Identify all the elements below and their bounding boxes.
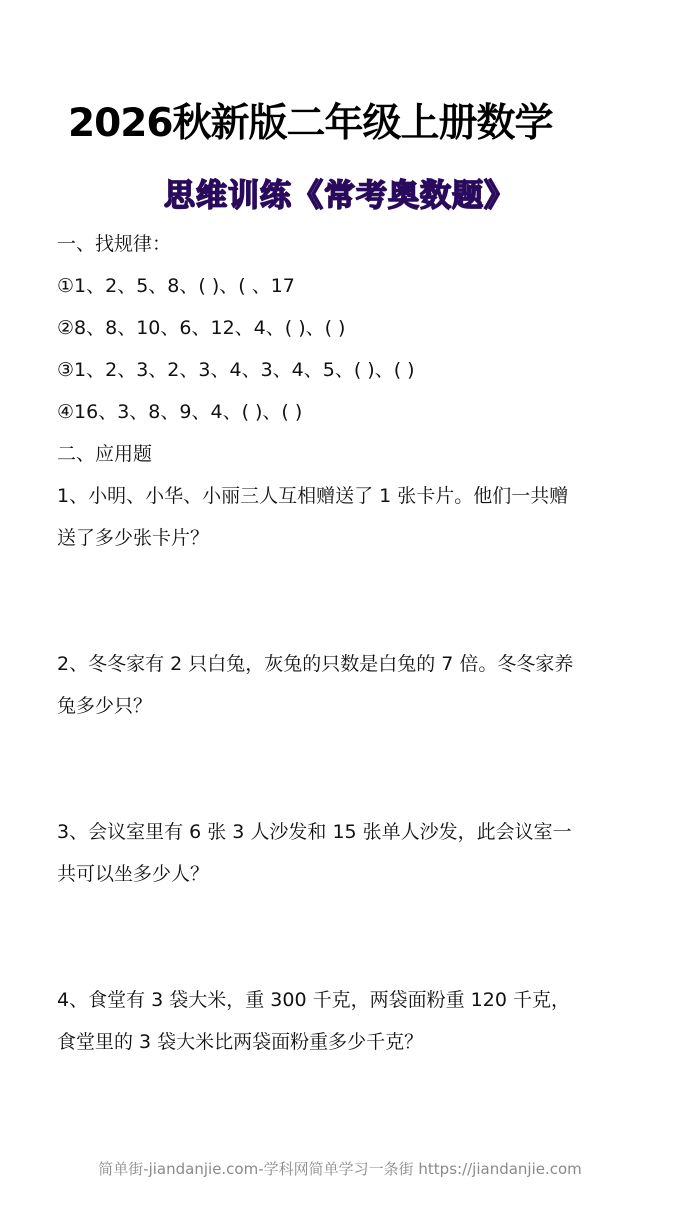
question-4-line-1: 4、食堂有 3 袋大米，重 300 千克，两袋面粉重 120 千克， bbox=[57, 989, 570, 1011]
page-title: 2026秋新版二年级上册数学 bbox=[68, 101, 553, 146]
question-2-line-2: 兔多少只？ bbox=[57, 695, 153, 717]
pattern-item-4: ④16、3、8、9、4、( )、( ) bbox=[57, 401, 303, 423]
pattern-item-1: ①1、2、5、8、( )、( 、17 bbox=[57, 275, 295, 297]
section-heading-patterns: 一、找规律： bbox=[57, 233, 172, 255]
question-4-line-2: 食堂里的 3 袋大米比两袋面粉重多少千克？ bbox=[57, 1031, 424, 1053]
question-1-line-2: 送了多少张卡片？ bbox=[57, 527, 210, 549]
page-subtitle: 思维训练《常考奥数题》 bbox=[164, 178, 516, 214]
question-2-line-1: 2、冬冬家有 2 只白兔，灰兔的只数是白兔的 7 倍。冬冬家养 bbox=[57, 653, 574, 675]
question-3-line-2: 共可以坐多少人？ bbox=[57, 863, 210, 885]
footer-watermark: 简单街-jiandanjie.com-学科网简单学习一条街 https://jiandanjie.com bbox=[98, 1160, 582, 1178]
pattern-item-3: ③1、2、3、2、3、4、3、4、5、( )、( ) bbox=[57, 359, 415, 381]
section-heading-word-problems: 二、应用题 bbox=[57, 443, 153, 465]
question-3-line-1: 3、会议室里有 6 张 3 人沙发和 15 张单人沙发，此会议室一 bbox=[57, 821, 572, 843]
question-1-line-1: 1、小明、小华、小丽三人互相赠送了 1 张卡片。他们一共赠 bbox=[57, 485, 569, 507]
pattern-item-2: ②8、8、10、6、12、4、( )、( ) bbox=[57, 317, 346, 339]
